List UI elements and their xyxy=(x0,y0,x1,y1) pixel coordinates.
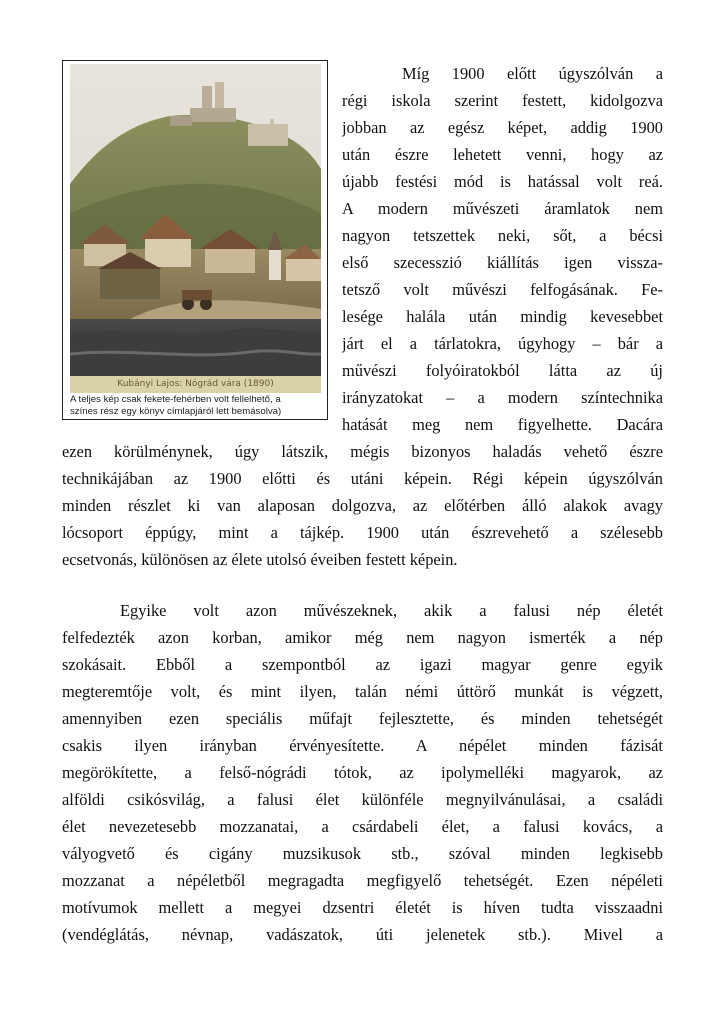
caption-line: színes rész egy könyv címlapjáról lett bemásolva) xyxy=(70,406,282,417)
text-line: Míg 1900 előtt úgyszólván a xyxy=(402,64,663,83)
text-line: A modern művészeti áramlatok nem xyxy=(342,199,663,218)
text-line: lócsoport éppúgy, mint a tájkép. 1900 után észrevehető a szélesebb xyxy=(62,523,663,542)
text-line: technikájában az 1900 előtti és utáni képein. Régi képein úgyszólván xyxy=(62,469,663,488)
painting-title-plate xyxy=(70,376,321,393)
castle-painting-image xyxy=(70,64,321,376)
text-line: irányzatokat – a modern színtechnika xyxy=(342,388,663,407)
text-line: szokásait. Ebből a szempontból az igazi magyar genre egyik xyxy=(62,655,663,674)
figure-caption xyxy=(70,394,321,418)
text-line: lesége halála után mindig kevesebbet xyxy=(342,307,663,326)
text-line: járt el a tárlatokra, úgyhogy – bár a xyxy=(342,334,663,353)
text-line: minden részlet ki van alaposan dolgozva, az előtérben álló alakok avagy xyxy=(62,496,663,515)
text-line: nagyon tetszettek neki, sőt, a bécsi xyxy=(342,226,663,245)
painting-title: Kubányi Lajos: Nógrád vára (1890) xyxy=(117,379,274,389)
text-line: élet nevezetesebb mozzanatai, a csárdabeli élet, a falusi kovács, a xyxy=(62,817,663,836)
text-line: újabb festési mód is hatással volt reá. xyxy=(342,172,663,191)
text-line: ezen körülménynek, úgy látszik, mégis bizonyos haladás vehető észre xyxy=(62,442,663,461)
caption-line: A teljes kép csak fekete-fehérben volt fellelhető, a xyxy=(70,394,281,405)
text-line: csakis ilyen irányban érvényesítette. A népélet minden fázisát xyxy=(62,736,663,755)
painting-figure xyxy=(62,60,328,420)
text-line: ecsetvonás, különösen az élete utolsó éveiben festett képein. xyxy=(62,550,458,569)
text-line: megteremtője volt, és mint ilyen, talán némi úttörő munkát is végzett, xyxy=(62,682,663,701)
text-line: felfedezték azon korban, amikor még nem nagyon ismerték a nép xyxy=(62,628,663,647)
text-line: régi iskola szerint festett, kidolgozva xyxy=(342,91,663,110)
text-line: vályogvető és cigány muzsikusok stb., szóval minden legkisebb xyxy=(62,844,663,863)
text-line: megörökítette, a felső-nógrádi tótok, az ipolymelléki magyarok, az xyxy=(62,763,663,782)
text-line: Egyike volt azon művészeknek, akik a falusi nép életét xyxy=(120,601,663,620)
text-line: motívumok mellett a megyei dzsentri életét is híven tudta visszaadni xyxy=(62,898,663,917)
text-line: (vendéglátás, névnap, vadászatok, úti jelenetek stb.). Mivel a xyxy=(62,925,663,944)
text-line: alföldi csikósvilág, a falusi élet különféle megnyilvánulásai, a családi xyxy=(62,790,663,809)
text-line: tetsző volt művészi felfogásának. Fe- xyxy=(342,280,663,299)
text-line: első szecesszió kiállítás igen vissza- xyxy=(342,253,663,272)
text-line: után észre lehetett venni, hogy az xyxy=(342,145,663,164)
text-line: mozzanat a népéletből megragadta megfigyelő tehetségét. Ezen népéleti xyxy=(62,871,663,890)
text-line: jobban az egész képet, addig 1900 xyxy=(342,118,663,137)
text-line: művészi folyóiratokból látta az új xyxy=(342,361,663,380)
text-line: amennyiben ezen speciális műfajt fejlesztette, és minden tehetségét xyxy=(62,709,663,728)
text-line: hatását meg nem figyelhette. Dacára xyxy=(342,415,663,434)
